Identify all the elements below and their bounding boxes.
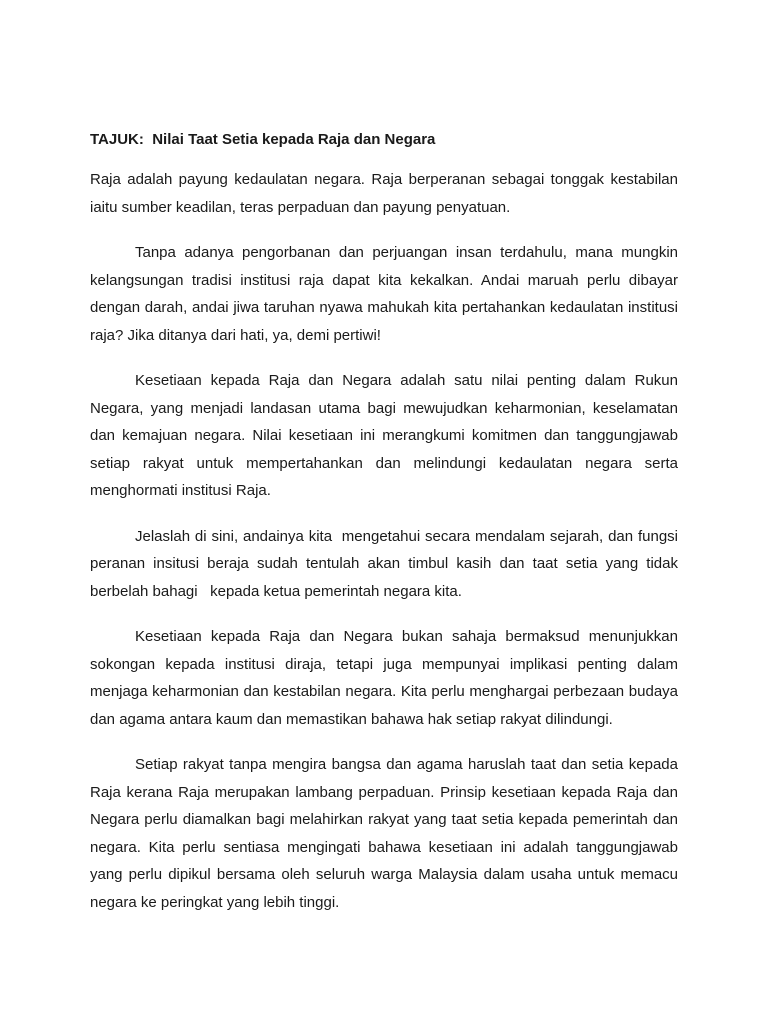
document-title: TAJUK: Nilai Taat Setia kepada Raja dan Negara [90,131,436,148]
paragraph-2: Tanpa adanya pengorbanan dan perjuangan insan terdahulu, mana mungkin kelangsungan tradisi institusi raja dapat kita kekalkan. Andai maruah perlu dibayar dengan darah, andai jiwa taruhan nyawa mahukah kita pertahankan kedaulatan institusi raja? Jika ditanya dari hati, ya, demi pertiwi! [90,244,683,344]
paragraph-6: Setiap rakyat tanpa mengira bangsa dan agama haruslah taat dan setia kepada Raja kerana Raja merupakan lambang perpaduan. Prinsip kesetiaan kepada Raja dan Negara perlu diamalkan bagi melahirkan rakyat yang taat setia kepada pemerintah dan negara. Kita perlu sentiasa mengingati bahawa kesetiaan ini adalah tanggungjawab yang perlu dipikul bersama oleh seluruh warga Malaysia dalam usaha untuk memacu negara ke peringkat yang lebih tinggi. [90,756,683,911]
paragraph-4: Jelaslah di sini, andainya kita mengetahui secara mendalam sejarah, dan fungsi peranan insitusi beraja sudah tentulah akan timbul kasih dan taat setia yang tidak berbelah bahagi kepada ketua pemerintah negara kita. [90,527,683,600]
paragraph-3: Kesetiaan kepada Raja dan Negara adalah satu nilai penting dalam Rukun Negara, yang menjadi landasan utama bagi mewujudkan keharmonian, keselamatan dan kemajuan negara. Nilai kesetiaan ini merangkumi komitmen dan tanggungjawab setiap rakyat untuk mempertahankan dan melindungi kedaulatan negara serta menghormati institusi Raja. [90,372,683,499]
paragraph-5: Kesetiaan kepada Raja dan Negara bukan sahaja bermaksud menunjukkan sokongan kepada institusi diraja, tetapi juga mempunyai implikasi penting dalam menjaga keharmonian dan kestabilan negara. Kita perlu menghargai perbezaan budaya dan agama antara kaum dan memastikan bahawa hak setiap rakyat dilindungi. [90,628,683,728]
document-body [90,128,683,934]
paragraph-1: Raja adalah payung kedaulatan negara. Raja berperanan sebagai tonggak kestabilan iaitu sumber keadilan, teras perpaduan dan payung penyatuan. [90,171,683,216]
